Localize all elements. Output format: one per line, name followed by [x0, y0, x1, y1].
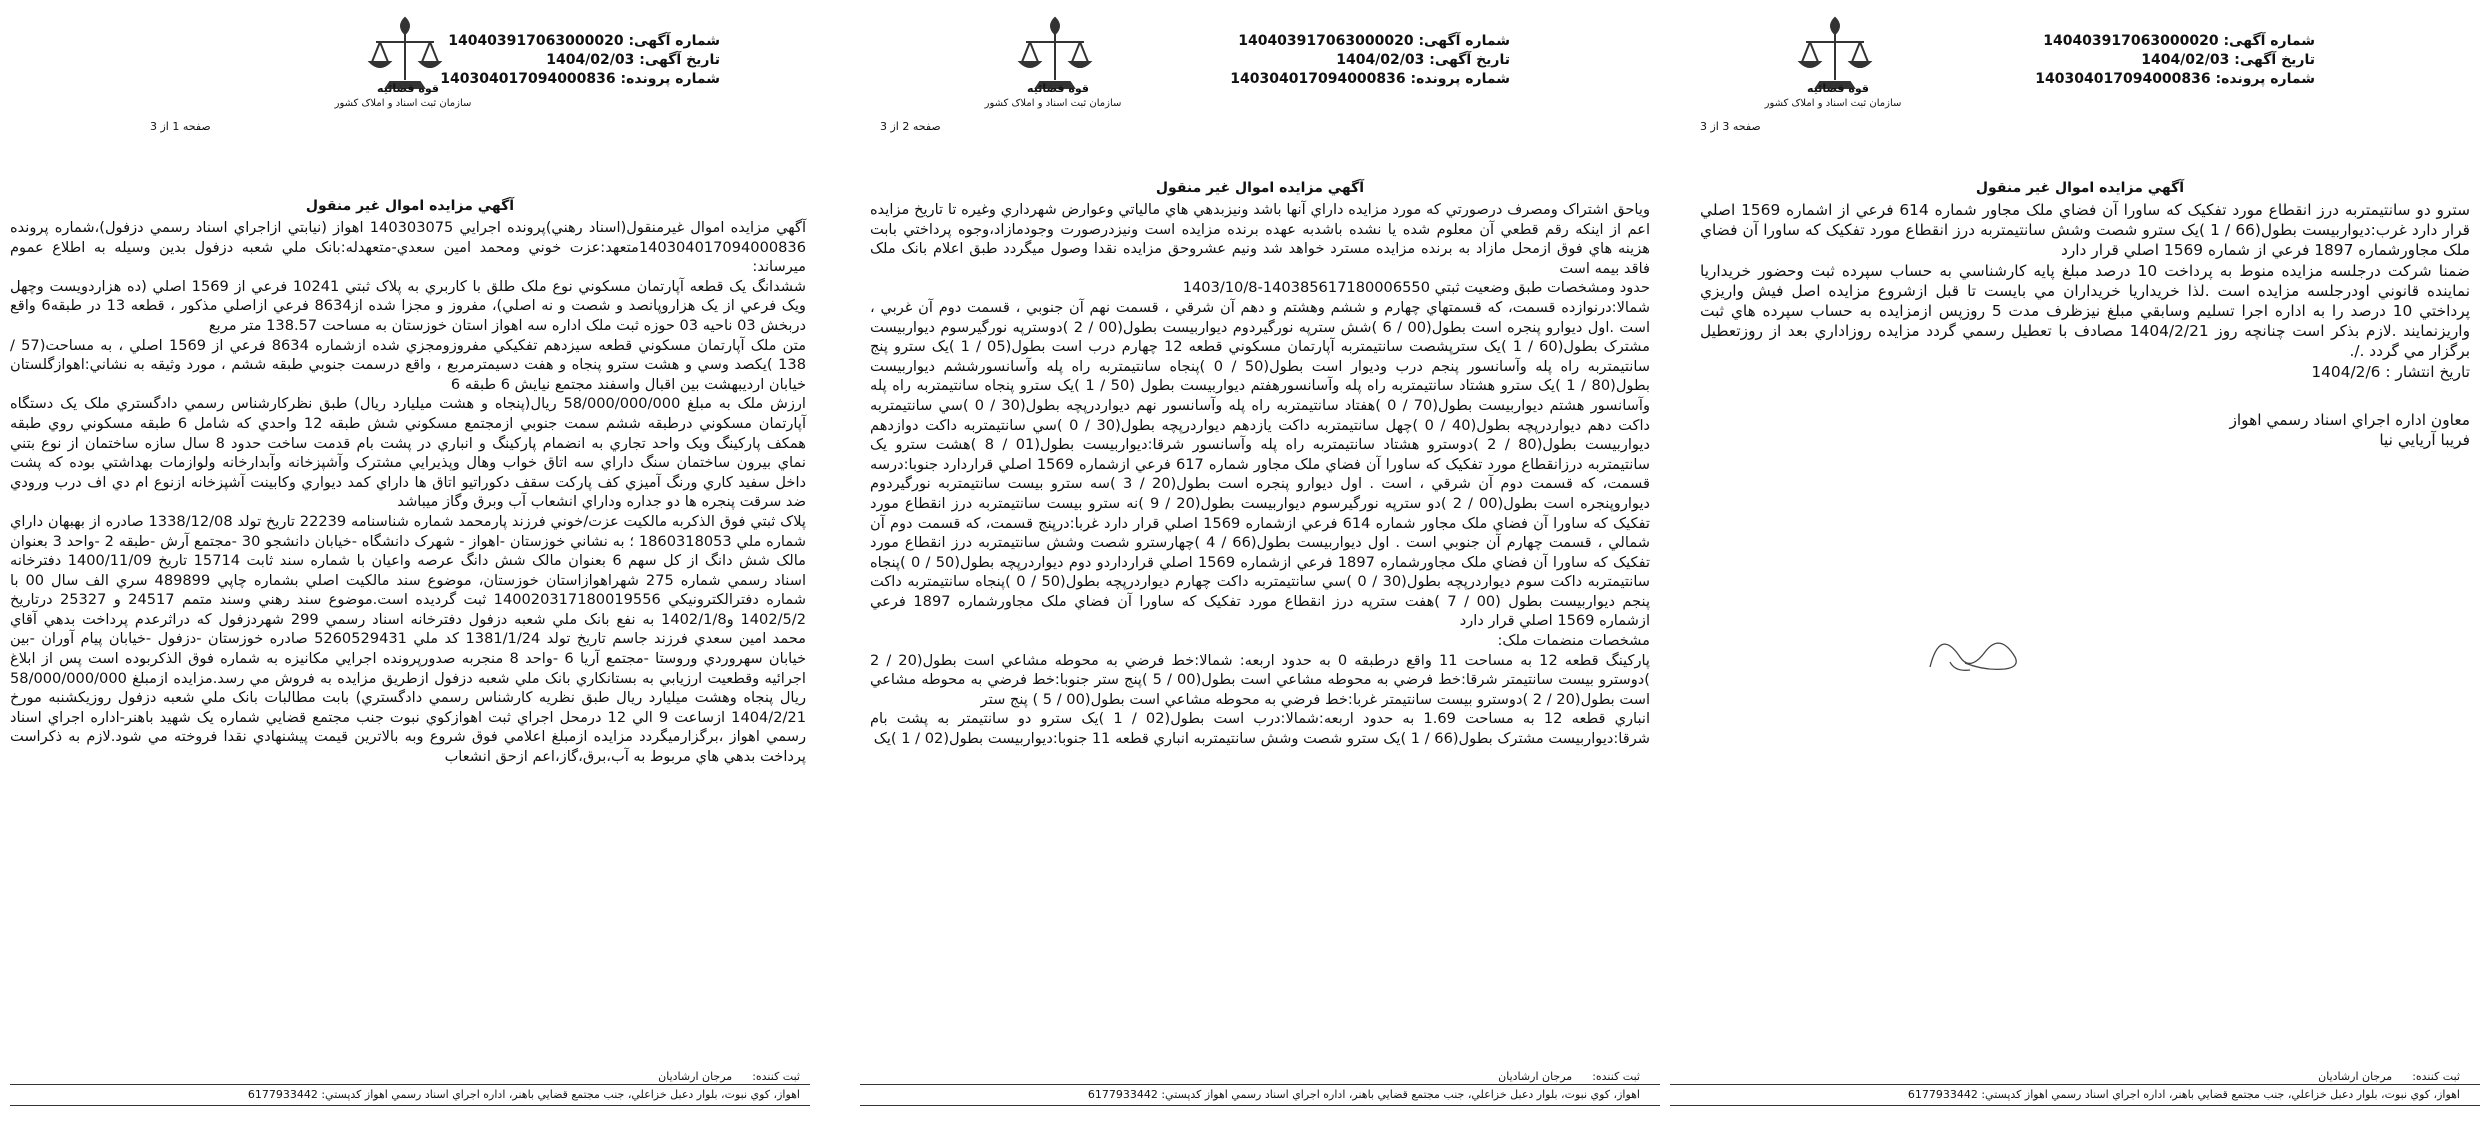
page-1-of-3 [10, 0, 810, 1127]
footer [1670, 1070, 2480, 1122]
notice-body [1700, 200, 2470, 450]
case-number: 140304017094000836 [440, 71, 616, 87]
ad-meta [440, 32, 720, 89]
notice-title: آگهي مزايده اموال غير منقول [305, 198, 515, 214]
ad-date: 1404/02/03 [546, 52, 635, 68]
ad-date-label: تاریخ آگهی: [1429, 52, 1510, 68]
paragraph: پاركينگ قطعه 12 به مساحت 11 واقع درطبقه 0 به حدود اربعه: شمالا:خط فرضي به محوطه مشاعي است بطول(20 / 2 )دوسترو بيست سانتيمتر شرقا:خط فرضي به محوطه مشاعي است بطول(00 / 5 )پنج ستر جنوبا:خط فرضي به محوطه مشاعي است بطول(20 / 2 )دوسترو بيست سانتيمتر غربا:خط فرضي به محوطه مشاعي است بطول(00 / 5 ) پنج ستر [870, 651, 1650, 708]
registrar-label: ثبت كننده: [1592, 1070, 1640, 1083]
paragraph: حدود ومشخصات طبق وضعيت ثبتي 140385617180006550-1403/10/8 [1182, 279, 1650, 297]
org-text: سازمان ثبت اسناد و املاک کشور [984, 98, 1122, 109]
notice-title: آگهي مزايده اموال غير منقول [1155, 180, 1365, 196]
ad-date: 1404/02/03 [1336, 52, 1425, 68]
case-number-label: شماره پرونده: [2215, 71, 2315, 87]
case-number-label: شماره پرونده: [1410, 71, 1510, 87]
registrar-label: ثبت كننده: [752, 1070, 800, 1083]
ad-number: 140403917063000020 [2043, 33, 2219, 49]
signatory-name: فريبا آريايي نيا [2379, 431, 2470, 450]
paragraph: ارزش ملک به مبلغ 58/000/000/000 ريال(پنجاه و هشت ميليارد ريال) طبق نظركارشناس رسمي دادگستري ملک يک دستگاه آپارتمان مسكوني درطبقه ششم سمت جنوبي ازمجتمع مسكوني شش طبقه 12 واحدي كه شامل 6 طبقه مسكوني روي طبقه همكف پاركينگ ويک واحد تجاري به انضمام پاركينگ و انباري در پشت بام قدمت ساخت حدود 8 سال سازه ساختمان از نوع بتني نماي بيرون ساختمان سنگ داراي سه اتاق خواب وهال وپذيرايي مشترک وآشپزخانه وآبدارخانه ولوازمات بهداشتي بوده كه پشت داخل سفيد كاري ورنگ آميزي كف پاركت سقف دكوراتيو اتاق ها داراي كمد ديواري وكابينت آشپزخانه ازنوع ام دي اف درب ورودي ضد سرقت پنجره ها دو جداره وداراي انشعاب آب وبرق وگاز ميباشد [10, 395, 806, 511]
paragraph: مشخصات منضمات ملک: [1497, 632, 1650, 650]
paragraph: پلاک ثبتي فوق الذكربه مالكيت عزت/خوني فرزند پارمحمد شماره شناسنامه 22239 تاريخ تولد 1338/12/08 صادره از بهبهان داراي شماره ملي 1860318053 ؛ به نشاني خوزستان -اهواز - شهرک دانشگاه -خيابان دانشجو 30 -مجتمع آرش -طبقه 2 -واحد 3 بعنوان مالک شش دانگ از كل سهم 6 بعنوان مالک شش دانگ عرصه واعيان با شماره سند ثابت 15714 تاريخ 1400/11/09 دفترخانه اسناد رسمي شماره 275 شهراهوازاستان خوزستان، موضوع سند مالكيت اصلي بشماره چاپي 489899 سري الف سال 00 با شماره دفترالكترونيكي 140020317180019556 ثبت گرديده است.موضوع سند رهني وسند متمم 24517 و 25327 درتاريخ 1402/5/2 و1402/1/8 به نفع بانک ملي شعبه دزفول دفترخانه اسناد رسمي 299 شهردزفول كه دراثرعدم پرداخت بدهي آقاي محمد امين سعدي فرزند جاسم تاريخ تولد 1381/1/24 كد ملي 5260529431 صادره خوزستان -دزفول -خيابان پيام آوران -بين خيابان سهروردي وروستا -مجتمع آريا 6 -واحد 8 منجربه صدورپرونده اجرايي مكانيزه به شماره فوق الذكربوده است پس از ابلاغ اجرائيه وقطعيت ارزيابي به بستانكاري بانک ملي شعبه دزفول ازطريق مزايده به فروش مي رسد.مزايده ازمبلغ 58/000/000/000 ريال پنجاه وهشت ميليارد ريال طبق نظريه كارشناس رسمي دادگستري) بابت مطالبات بانک ملي شعبه دزفول روزيكشنبه مورخ 1404/2/21 ازساعت 9 الي 12 درمحل اجراي ثبت اهوازكوي نبوت جنب مجتمع قضايي شماره يک شهيد باهنر-اداره اجراي اسناد رسمي اهواز ،برگزارميگردد مزايده ازمبلغ اعلامي فوق شروع وبه بالاترين قيمت پيشنهادي نقدا فروخته مي شود.لازم به ذكراست پرداخت بدهي هاي مربوط به آب،برق،گاز،اعم ازحق انشعاب [10, 512, 807, 766]
paragraph: ضمنا شركت درجلسه مزايده منوط به پرداخت 10 درصد مبلغ پايه كارشناسي به حساب سپرده ثبت وحضور خريداريا نماينده قانوني اودرجلسه مزايده است .لذا خريداريا خريداران مي بايست تا قبل ازشروع مزايده اصل فيش واريزي پرداختي 10 درصد را به اداره اجرا تسليم وسابقي مبلغ نيزظرف مدت 5 روزپس ازمزايده به حساب سپرده هاي ثبت واريزنمايند .لازم بذكر است چنانچه روز 1404/2/21 مصادف با تعطيل رسمي گردد مزايده روزاداري بعد از روزتعطيل برگزار مي گردد ./. [1700, 261, 2471, 361]
judiciary-text: قوه قضائیه [1027, 82, 1089, 95]
ad-number: 140403917063000020 [1238, 33, 1414, 49]
paragraph: ششدانگ يک قطعه آپارتمان مسكوني نوع ملک طلق با كاربري به پلاک ثبتي 10241 فرعي از 1569 اصلي (ده هزاردويست وچهل ويک فرعي از يک هزاروپانصد و شصت و نه اصلي)، مفروز و مجزا شده از8634 فرعي ازاصلي مذكور ، قطعه 13 در طبقه6 واقع دربخش 03 ناحيه 03 حوزه ثبت ملک اداره سه اهواز استان خوزستان به مساحت 138.57 متر مربع [10, 277, 807, 334]
divider [860, 1105, 1660, 1106]
page-number: صفحه 2 از 3 [880, 120, 941, 133]
paragraph: وياحق اشتراک ومصرف درصورتي كه مورد مزايده داراي آنها باشد ونيزبدهي هاي مالياتي وعوارض شهرداري وغيره تا تاريخ مزايده اعم از اينكه رقم قطعي آن معلوم شده يا نشده باشدبه عهده برنده مزايده است ونيزدرصورت وجودمازاد،وجوه پرداختي بابت هزينه هاي فوق ازمحل مازاد به برنده مزايده مسترد خواهد شد ونيم عشروحق مزايده نقدا وصول ميگردد طبق اعلام بانک ملک فاقد بيمه است [870, 201, 1650, 277]
notice-body [870, 200, 1650, 749]
judiciary-text: قوه قضائیه [377, 82, 439, 95]
ad-meta [1230, 32, 1510, 89]
footer-address: اهواز، كوي نبوت، بلوار دعبل خزاعلي، جنب مجتمع قضايي باهنر، اداره اجراي اسناد رسمي اهواز كدپستي: 6177933442 [247, 1088, 800, 1101]
page-number: صفحه 3 از 3 [1700, 120, 1761, 133]
divider [10, 1105, 810, 1106]
registrar-name: مرجان ارشاديان [658, 1070, 733, 1083]
registrar-name: مرجان ارشاديان [2318, 1070, 2393, 1083]
divider [10, 1084, 810, 1085]
ad-meta [2035, 32, 2315, 89]
ad-number-label: شماره آگهی: [628, 33, 720, 49]
judiciary-text: قوه قضائیه [1807, 82, 1869, 95]
case-number-label: شماره پرونده: [620, 71, 720, 87]
notice-title: آگهي مزايده اموال غير منقول [1975, 180, 2185, 196]
notice-body [10, 218, 806, 767]
ad-date-label: تاریخ آگهی: [639, 52, 720, 68]
case-number: 140304017094000836 [2035, 71, 2211, 87]
paragraph: تاريخ انتشار : 1404/2/6 [2311, 362, 2470, 381]
divider [1670, 1084, 2480, 1085]
divider [860, 1084, 1660, 1085]
ad-number-label: شماره آگهی: [1418, 33, 1510, 49]
registrar-name: مرجان ارشاديان [1498, 1070, 1573, 1083]
paragraph: سترو دو سانتيمتربه درز انقطاع مورد تفكيک كه ساورا آن فضاي ملک مجاور شماره 614 فرعي از اشماره 1569 اصلي قرار دارد غرب:ديواربيست بطول(66 / 1 )يک سترو شصت وشش سانتيمتربه درز انقطاع مورد تفكيک كه ساورا آن فضاي ملک مجاورشماره 1897 فرعي از شماره 1569 اصلي قرار دارد [1700, 201, 2470, 260]
registrar-label: ثبت كننده: [2412, 1070, 2460, 1083]
footer-address: اهواز، كوي نبوت، بلوار دعبل خزاعلي، جنب مجتمع قضايي باهنر، اداره اجراي اسناد رسمي اهواز كدپستي: 6177933442 [1087, 1088, 1640, 1101]
divider [1670, 1105, 2480, 1106]
case-number: 140304017094000836 [1230, 71, 1406, 87]
footer [10, 1070, 810, 1122]
paragraph: متن ملک آپارتمان مسكوني قطعه سيزدهم تفكيكي مفروزومجزي شده ازشماره 8634 فرعي از 1569 اصلي ، به مساحت(57 / 138 )يكصد وسي و هشت سترو پنجاه و هفت دسيمترمربع ، واقع درسمت جنوبي طبقه ششم ، مورد وثيقه به نشاني:اهوازگلستان خيابان ارديبهشت بين اقبال واسفند مجتمع نيايش 6 طبقه 6 [10, 336, 807, 393]
paragraph: شمالا:درنوازده قسمت، كه قسمتهاي چهارم و ششم وهشتم و دهم آن شرقي ، قسمت نهم آن جنوبي ، قسمت دوم آن غربي ، است .اول ديوارو پنجره است بطول(00 / 6 )شش سترپه نورگيردوم ديواربيست بطول(00 / 2 )دوسترپه نورگيرسوم ديواربيست مشترک بطول(60 / 1 )يک سترپشصت سانتيمتربه آپارتمان مسكوني قطعه 12 چهارم درب است بطول(05 / 1 )يک سترو پنج سانتيمتربه راه پله وآسانسور پنجم درب وديوار است بطول(50 / 0 )پنجاه سانتيمتربه راه پله وآسانسورششم ديواربيست بطول(80 / 1 )يک سترو هشتاد سانتيمتربه راه پله وآسانسورهفتم ديواربيست بطول (50 / 1 )يک سترو پنجاه سانتيمتربه راه پله وآسانسور هشتم ديواربيست بطول(70 / 0 )هفتاد سانتيمتربه راه پله وآسانسور نهم ديواردرپچه بطول(30 / 0 )سي سانتيمتربه داكت دهم ديواردرپچه بطول(40 / 0 )چهل سانتيمتربه داكت يازدهم ديواردرپچه بطول(30 / 0 )سي سانتيمتربه داكت دوازدهم ديواربيست بطول(80 / 2 )دوسترو هشتاد سانتيمتربه راه پله وآسانسور شرقا:ديواربيست بطول(01 / 8 )هشت سترو يک سانتيمتربه درزانقطاع مورد تفكيک كه ساورا آن فضاي ملک مجاور شماره 617 فرعي ازشماره 1569 اصلي قراردارد جنوبا:درسه قسمت، كه قسمت دوم آن شرقي ، است . اول ديوارو پنجره است بطول(20 / 3 )سه سترو بيست سانتيمتربه نورگيردوم ديواروپنجره است بطول(00 / 2 )دو سترپه نورگيرسوم ديواربيست بطول(20 / 9 )نه سترو بيست سانتيمتربه درز انقطاع مورد تفكيک كه ساورا آن فضاي ملک مجاور شماره 614 فرعي ازشماره 1569 اصلي قرار دارد غربا:درپنج قسمت، كه قسمت دوم آن شمالي ، قسمت چهارم آن جنوبي است . اول ديواربيست بطول(66 / 4 )چهارسترو شصت وشش سانتيمتربه درز انقطاع مورد تفكيک كه ساورا آن فضاي ملک مجاورشماره 1897 فرعي ازشماره 1569 اصلي قرارداردو دوم ديواردرپچه بطول(50 / 0 )پنجاه سانتيمتربه داكت سوم ديواردرپچه بطول(30 / 0 )سي سانتيمتربه داكت چهارم ديواردرپچه بطول(50 / 0 )پنجاه سانتيمتربه داكت پنجم ديواربيست بطول (00 / 7 )هفت سترپه درز انقطاع مورد تفكيک كه ساورا آن فضاي ملک مجاورشماره 1897 فرعي ازشماره 1569 اصلي قرار دارد [870, 298, 1651, 630]
footer-address: اهواز، كوي نبوت، بلوار دعبل خزاعلي، جنب مجتمع قضايي باهنر، اداره اجراي اسناد رسمي اهواز كدپستي: 6177933442 [1907, 1088, 2460, 1101]
ad-date: 1404/02/03 [2141, 52, 2230, 68]
org-text: سازمان ثبت اسناد و املاک کشور [334, 98, 472, 109]
page-2-of-3 [860, 0, 1660, 1127]
signatory-role: معاون اداره اجراي اسناد رسمي اهواز [2229, 410, 2470, 429]
signature-icon [1910, 612, 2040, 692]
paragraph: آگهي مزايده اموال غيرمنقول(اسناد رهني)پرونده اجرايي 140303075 اهواز (نيابتي ازاجراي اسناد رسمي دزفول)،شماره پرونده 140304017094000836متعهد:عزت خوني ومحمد امين سعدي-متعهدله:بانک ملي شعبه دزفول بدين وسيله به اطلاع عموم ميرساند: [10, 219, 806, 276]
ad-date-label: تاریخ آگهی: [2234, 52, 2315, 68]
footer [860, 1070, 1660, 1122]
paragraph: انباري قطعه 12 به مساحت 1.69 به حدود اربعه:شمالا:درب است بطول(02 / 1 )يک سترو دو سانتيمتر به پشت بام شرقا:ديواربيست مشترک بطول(66 / 1 )يک سترو شصت وشش سانتيمتربه انباري قطعه 11 جنوبا:ديواربيست بطول(02 / 1 )يک [870, 710, 1651, 748]
org-text: سازمان ثبت اسناد و املاک کشور [1764, 98, 1902, 109]
ad-number-label: شماره آگهی: [2223, 33, 2315, 49]
page-3-of-3 [1670, 0, 2480, 1127]
ad-number: 140403917063000020 [448, 33, 624, 49]
page-number: صفحه 1 از 3 [150, 120, 211, 133]
